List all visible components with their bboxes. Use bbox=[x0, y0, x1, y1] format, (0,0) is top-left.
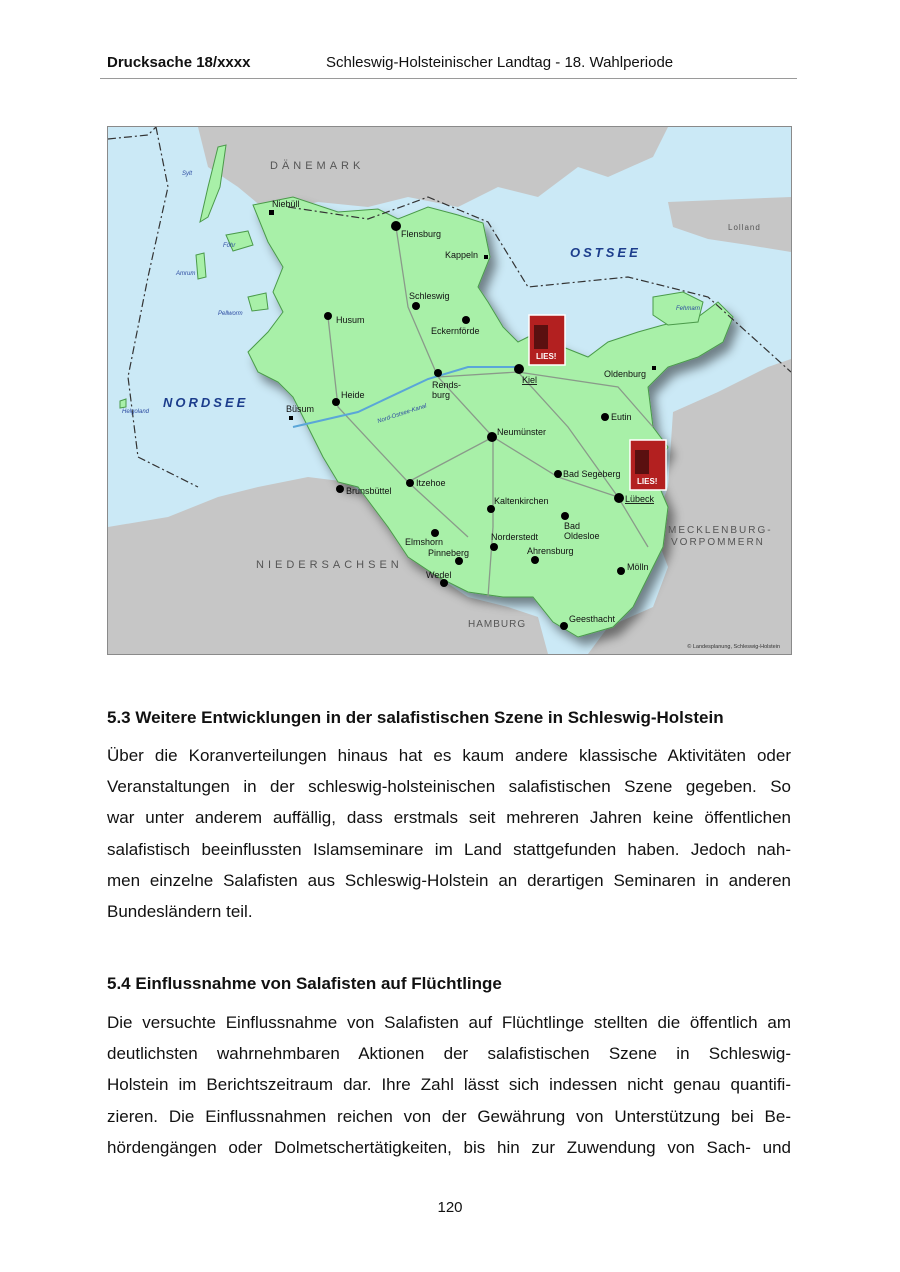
label-bad-oldesloe-1: Bad bbox=[564, 521, 581, 531]
label-geesthacht: Geesthacht bbox=[569, 614, 616, 624]
label-helgoland: Helgoland bbox=[122, 409, 150, 415]
label-rendsburg-2: burg bbox=[432, 390, 451, 400]
marker-heide bbox=[332, 398, 340, 406]
document-number: Drucksache 18/xxxx bbox=[107, 54, 251, 71]
label-daenemark: DÄNEMARK bbox=[270, 160, 365, 172]
label-pellworm: Pellworm bbox=[218, 311, 243, 317]
label-niebuell: Niebüll bbox=[272, 199, 300, 209]
poster-text-luebeck: LIES! bbox=[637, 477, 658, 486]
marker-oldenburg bbox=[652, 366, 656, 370]
label-moelln: Mölln bbox=[627, 562, 649, 572]
label-kappeln: Kappeln bbox=[445, 250, 479, 260]
label-kiel: Kiel bbox=[522, 375, 538, 385]
label-fehmarn: Fehmarn bbox=[676, 306, 701, 312]
marker-bad-oldesloe bbox=[561, 512, 569, 520]
label-eutin: Eutin bbox=[611, 412, 632, 422]
marker-ahrensburg bbox=[531, 556, 539, 564]
page-number: 120 bbox=[437, 1199, 463, 1216]
label-mecklenburg-1: MECKLENBURG- bbox=[668, 525, 773, 536]
label-ostsee: OSTSEE bbox=[570, 245, 641, 260]
document-title: Schleswig-Holsteinischer Landtag - 18. Wahlperiode bbox=[326, 54, 674, 71]
helgoland-island bbox=[120, 399, 126, 408]
label-pinneberg: Pinneberg bbox=[428, 548, 470, 558]
label-kaltenkirchen: Kaltenkirchen bbox=[494, 496, 549, 506]
marker-schleswig bbox=[412, 302, 420, 310]
marker-rendsburg bbox=[434, 369, 442, 377]
paragraph-line: Veranstaltungen in der schleswig-holsteinischen salafistischen Szene gegeben. So bbox=[107, 777, 791, 797]
marker-husum bbox=[324, 312, 332, 320]
map-schleswig-holstein bbox=[107, 126, 792, 655]
marker-pinneberg bbox=[455, 557, 463, 565]
marker-flensburg bbox=[391, 221, 401, 231]
label-eckernfoerde: Eckernförde bbox=[431, 326, 480, 336]
label-mecklenburg-2: VORPOMMERN bbox=[671, 537, 765, 548]
marker-brunsbuettel bbox=[336, 485, 344, 493]
page-header bbox=[100, 52, 797, 79]
label-lolland: Lolland bbox=[728, 223, 761, 232]
map-copyright: © Landesplanung, Schleswig-Holstein bbox=[687, 644, 780, 650]
label-wedel: Wedel bbox=[426, 570, 452, 580]
marker-norderstedt bbox=[490, 543, 498, 551]
marker-geesthacht bbox=[560, 622, 568, 630]
label-schleswig: Schleswig bbox=[409, 291, 450, 301]
label-bad-segeberg: Bad Segeberg bbox=[563, 469, 621, 479]
marker-moelln bbox=[617, 567, 625, 575]
canal-label: Nord-Ostsee-Kanal bbox=[376, 403, 428, 425]
label-sylt: Sylt bbox=[182, 171, 193, 177]
section-heading-5-4: 5.4 Einflussnahme von Salafisten auf Flüchtlinge bbox=[107, 974, 502, 993]
section-5-4-paragraph bbox=[107, 1007, 791, 1163]
label-elmshorn: Elmshorn bbox=[405, 537, 444, 547]
label-neumuenster: Neumünster bbox=[497, 427, 547, 437]
paragraph-line: Holstein im Berichtszeitraum dar. Ihre Zahl lässt sich indessen nicht genau quantifi- bbox=[107, 1075, 791, 1095]
section-5-3-paragraph bbox=[107, 740, 791, 927]
paragraph-line: Über die Koranverteilungen hinaus hat es kaum andere klassische Aktivitäten oder bbox=[107, 746, 791, 765]
marker-wedel bbox=[440, 579, 448, 587]
paragraph-line: Die versuchte Einflussnahme von Salafisten auf Flüchtlinge stellten die öffentlich am bbox=[107, 1013, 791, 1032]
label-nordsee: NORDSEE bbox=[163, 395, 249, 410]
marker-bad-segeberg bbox=[554, 470, 562, 478]
label-buesum: Büsum bbox=[286, 404, 315, 414]
label-norderstedt: Norderstedt bbox=[491, 532, 539, 542]
amrum-island bbox=[196, 253, 206, 279]
marker-buesum bbox=[289, 416, 293, 420]
paragraph-line: men einzelne Salafisten aus Schleswig-Holstein an derartigen Seminaren in anderen bbox=[107, 870, 791, 890]
label-foehr: Föhr bbox=[223, 243, 236, 249]
label-bad-oldesloe-2: Oldesloe bbox=[564, 531, 600, 541]
poster-text-kiel: LIES! bbox=[536, 352, 557, 361]
paragraph-line: salafistisch beeinflussten Islamseminare im Land stattgefunden haben. Jedoch nah- bbox=[107, 839, 791, 859]
map-svg bbox=[108, 127, 791, 654]
marker-elmshorn bbox=[431, 529, 439, 537]
label-ahrensburg: Ahrensburg bbox=[527, 546, 574, 556]
lies-poster-kiel bbox=[529, 315, 565, 365]
marker-kappeln bbox=[484, 255, 488, 259]
label-flensburg: Flensburg bbox=[401, 229, 442, 239]
paragraph-line: war unter anderem auffällig, dass erstmals seit mehreren Jahren keine öffentlichen bbox=[107, 808, 791, 828]
lies-poster-luebeck bbox=[630, 440, 666, 490]
marker-eutin bbox=[601, 413, 609, 421]
section-heading-5-3: 5.3 Weitere Entwicklungen in der salafistischen Szene in Schleswig-Holstein bbox=[107, 708, 724, 727]
label-hamburg: HAMBURG bbox=[468, 619, 527, 630]
label-oldenburg: Oldenburg bbox=[604, 369, 647, 379]
marker-itzehoe bbox=[406, 479, 414, 487]
label-husum: Husum bbox=[336, 315, 365, 325]
label-rendsburg-1: Rends- bbox=[432, 380, 462, 390]
label-itzehoe: Itzehoe bbox=[416, 478, 446, 488]
paragraph-line: hördengängen oder Dolmetschertätigkeiten, bis hin zur Zuwendung von Sach- und bbox=[107, 1137, 791, 1157]
label-brunsbuettel: Brunsbüttel bbox=[346, 486, 392, 496]
marker-eckernfoerde bbox=[462, 316, 470, 324]
paragraph-line: zieren. Die Einflussnahmen reichen von der Gewährung von Unterstützung bei Be- bbox=[107, 1106, 791, 1126]
label-amrum: Amrum bbox=[176, 271, 196, 277]
paragraph-line: Bundesländern teil. bbox=[107, 901, 253, 921]
marker-neumuenster bbox=[487, 432, 497, 442]
label-luebeck: Lübeck bbox=[625, 494, 655, 504]
marker-luebeck bbox=[614, 493, 624, 503]
paragraph-line: deutlichsten wahrnehmbaren Aktionen der salafistischen Szene in Schleswig- bbox=[107, 1044, 791, 1064]
marker-niebuell bbox=[269, 210, 274, 215]
marker-kaltenkirchen bbox=[487, 505, 495, 513]
label-niedersachsen: NIEDERSACHSEN bbox=[256, 559, 403, 571]
label-heide: Heide bbox=[341, 390, 365, 400]
marker-kiel bbox=[514, 364, 524, 374]
